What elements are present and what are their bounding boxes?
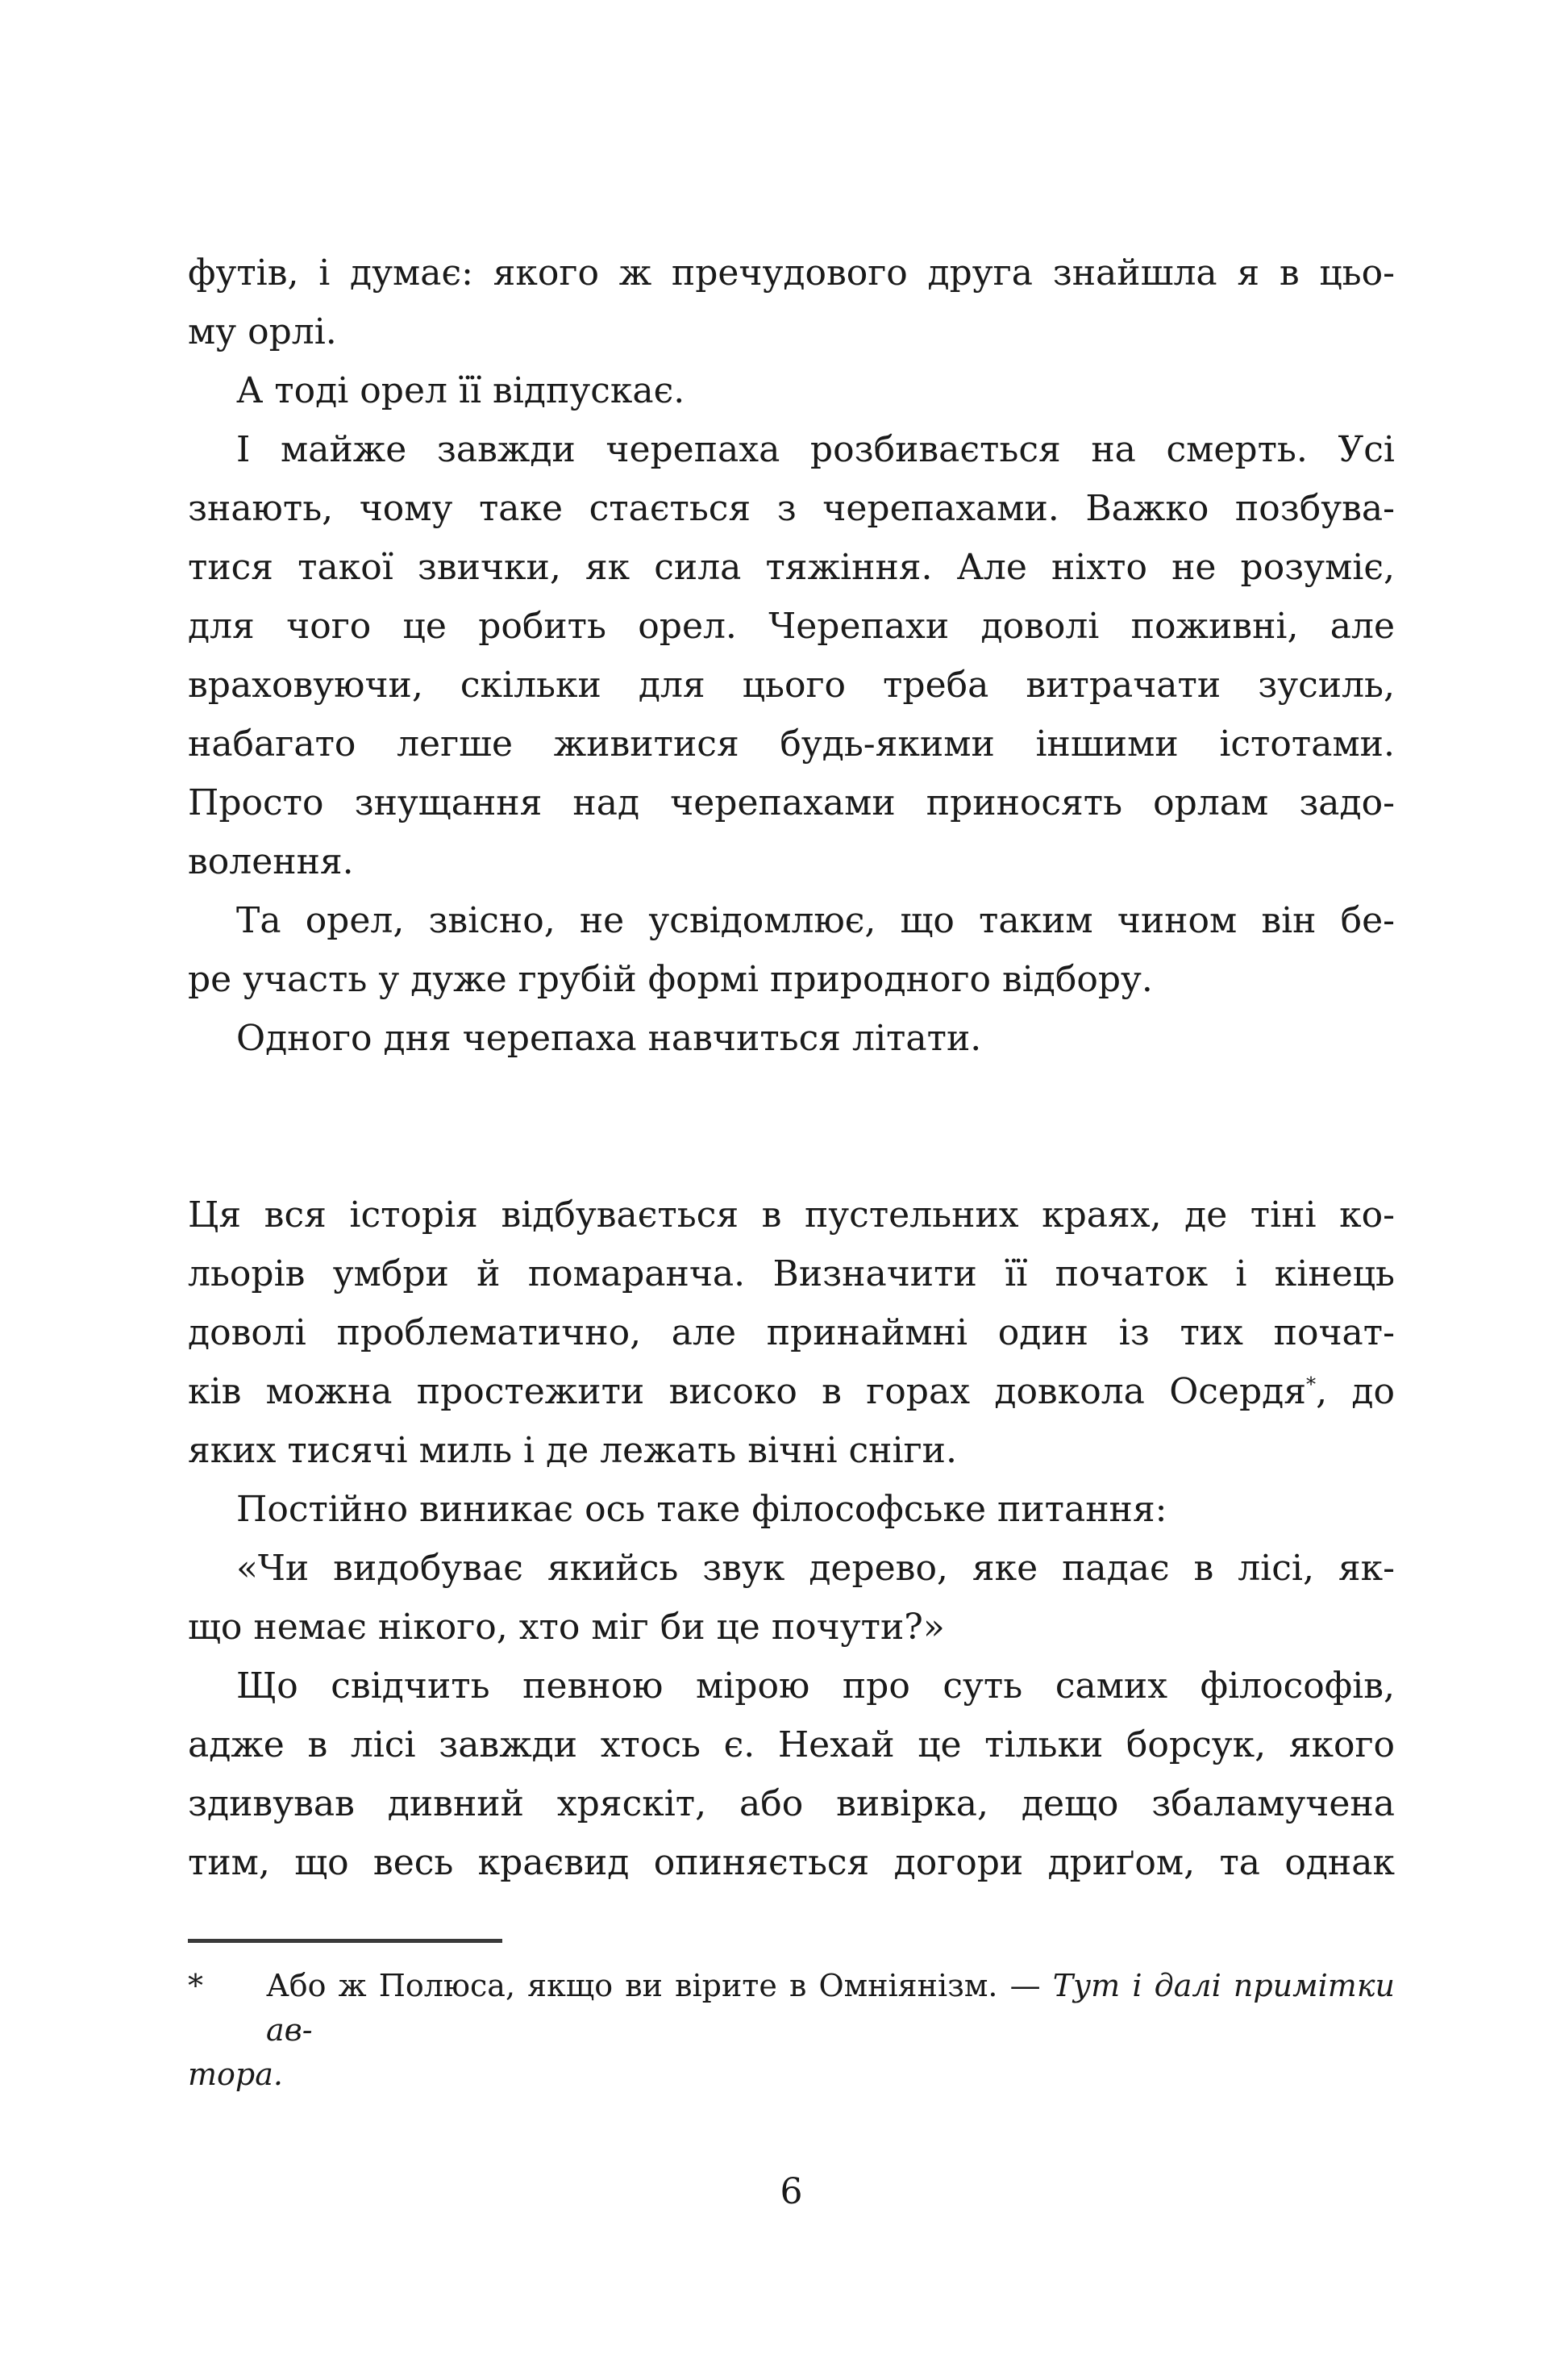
- footnote-line: [188, 1964, 1395, 2053]
- page-number: 6: [780, 2171, 803, 2212]
- text-line: Постійно виникає ось таке філософське питання:: [236, 1489, 1167, 1530]
- text-line: враховуючи, скільки для цього треба витрачати зусиль,: [188, 665, 1395, 706]
- text-line: [188, 1362, 1395, 1421]
- text-line: що немає нікого, хто міг би це почути?»: [188, 1607, 945, 1648]
- text-line: тися такої звички, як сила тяжіння. Але ніхто не розуміє,: [188, 547, 1395, 588]
- text-line: футів, і думає: якого ж пречудового друга знайшла я в цьо-: [188, 252, 1395, 294]
- text-line: здивував дивний хряскіт, або вивірка, дещо збаламучена: [188, 1783, 1395, 1824]
- footnote-divider: [188, 1939, 502, 1943]
- text-line: Що свідчить певною мірою про суть самих філософів,: [236, 1665, 1395, 1707]
- text-segment: , до: [1316, 1371, 1395, 1412]
- text-line: льорів умбри й помаранча. Визначити її початок і кінець: [188, 1253, 1395, 1294]
- text-line-section-start: Ця вся історія відбувається в пустельних краях, де тіні ко-: [188, 1194, 1395, 1236]
- footnote-marker: *: [188, 1968, 203, 2003]
- text-line: Одного дня черепаха навчиться літати.: [236, 1018, 982, 1059]
- text-line: А тоді орел її відпускає.: [236, 370, 685, 411]
- footnote: [188, 1939, 1395, 2097]
- text-line: набагато легше живитися будь-якими іншими істотами.: [188, 723, 1395, 765]
- text-line: му орлі.: [188, 311, 337, 352]
- text-line: доволі проблематично, але принаймні один із тих почат-: [188, 1312, 1395, 1353]
- text-line: Та орел, звісно, не усвідомлює, що таким чином він бе-: [236, 900, 1395, 941]
- page-text: [188, 244, 1395, 2097]
- text-segment: ків можна простежити високо в горах довкола Осердя: [188, 1371, 1306, 1412]
- footnote-text: Або ж Полюса, якщо ви вірите в Омніянізм. —: [266, 1968, 1053, 2003]
- footnote-reference-asterisk: *: [1305, 1373, 1317, 1396]
- text-line: тим, що весь краєвид опиняється догори дриґом, та однак: [188, 1842, 1395, 1883]
- text-line: ре участь у дуже грубій формі природного відбору.: [188, 959, 1153, 1000]
- text-line: «Чи видобуває якийсь звук дерево, яке падає в лісі, як-: [236, 1548, 1395, 1589]
- text-line: для чого це робить орел. Черепахи доволі поживні, але: [188, 606, 1395, 647]
- text-line: волення.: [188, 841, 354, 882]
- text-line: яких тисячі миль і де лежать вічні сніги.: [188, 1430, 957, 1471]
- text-line: знають, чому таке стається з черепахами. Важко позбува-: [188, 488, 1395, 529]
- text-line: І майже завжди черепаха розбивається на смерть. Усі: [236, 429, 1395, 470]
- footnote-text-italic: Тут і далі примітки ав-: [266, 1968, 1395, 2048]
- text-line: адже в лісі завжди хтось є. Нехай це тільки борсук, якого: [188, 1724, 1395, 1765]
- text-line: Просто знущання над черепахами приносять орлам задо-: [188, 782, 1395, 823]
- footnote-line: тора.: [188, 2057, 283, 2092]
